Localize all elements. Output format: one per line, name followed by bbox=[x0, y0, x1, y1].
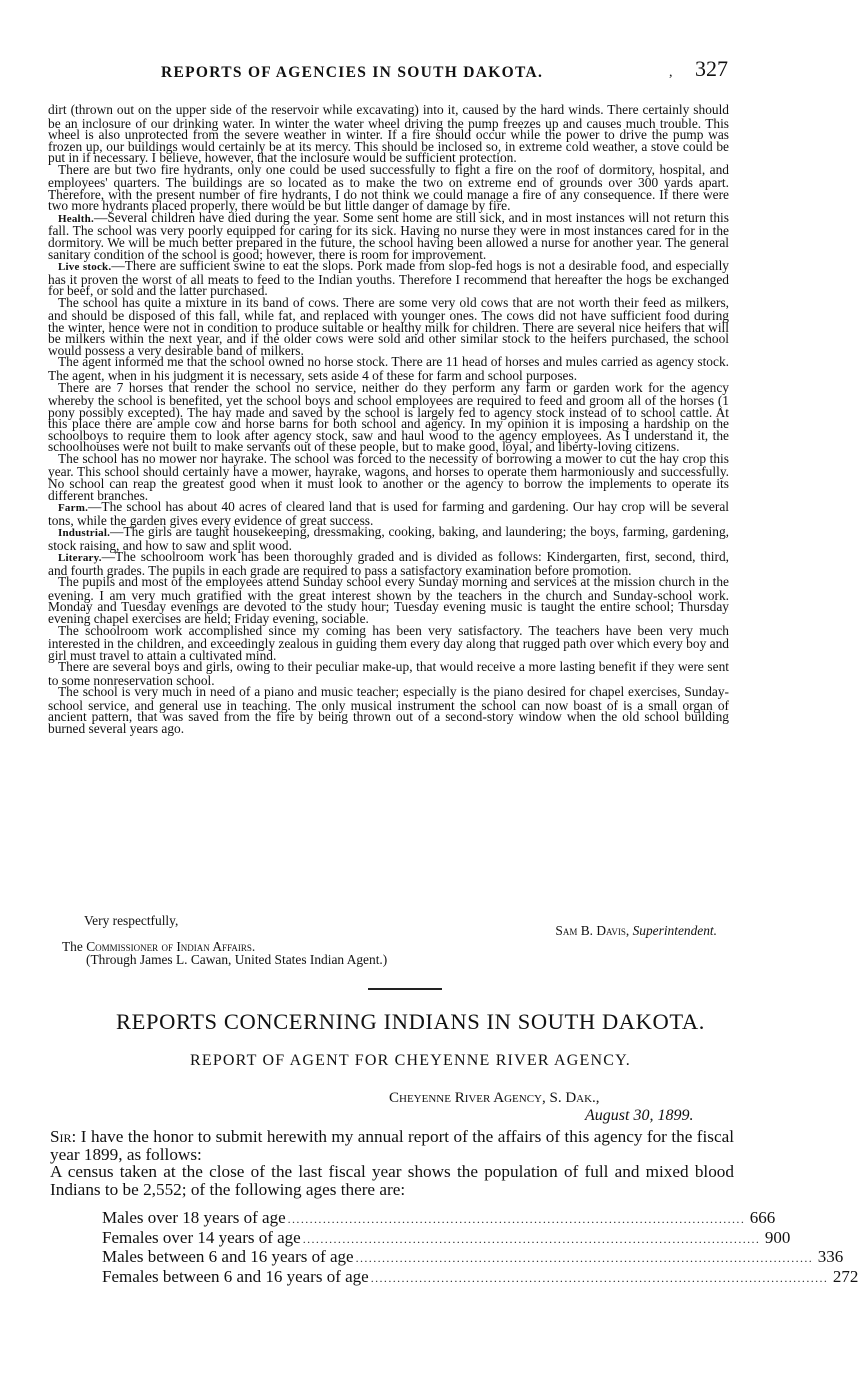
table-row bbox=[102, 1247, 844, 1268]
page-number: 327 bbox=[695, 56, 728, 81]
section-heading: REPORTS CONCERNING INDIANS IN SOUTH DAKOTA. bbox=[116, 1009, 705, 1034]
section-divider bbox=[368, 988, 442, 990]
paragraph: There are but two fire hydrants, only one could be used successfully to fight a fire on the roof of dormitory, hospital, and employees' quarters. The buildings are so located as to make the two on extreme end of grounds over 300 yards apart. Therefore, with the present number of fire hydrants, I do not think we could manage a fire of any consequence. If there were two more hydrants placed properly, there would be but little danger of damage by fire. bbox=[48, 161, 729, 214]
header-title: REPORTS OF AGENCIES IN SOUTH DAKOTA. bbox=[161, 64, 544, 81]
row-value: 666 bbox=[749, 1208, 776, 1227]
table-row bbox=[102, 1227, 791, 1249]
leader-dots: ........................................................................................................ bbox=[355, 1251, 814, 1266]
closing-phrase: Very respectfully, bbox=[84, 913, 179, 928]
paragraph-farm: Farm.—The school has about 40 acres of cleared land that is used for farming and gardening. Our hay crop will be several tons, while the garden gives every evidence of great success. bbox=[48, 499, 729, 528]
dateline-date: August 30, 1899. bbox=[585, 1107, 694, 1124]
report-subheading: REPORT OF AGENT FOR CHEYENNE RIVER AGENCY. bbox=[189, 1052, 632, 1069]
running-header bbox=[48, 56, 728, 86]
census-paragraph: A census taken at the close of the last fiscal year shows the population of full and mixed blood Indians to be 2,552; of the following ages there are: bbox=[50, 1162, 734, 1199]
paragraph-health: Health.—Several children have died during the year. Some sent home are still sick, and in most instances will not return this fall. The school was very poorly equipped for caring for its sick. Having no nurse they were in most instances cared for in the dormitory. We will be much better prepared in the future, the school having been allowed a nurse for another year. The general sanitary condition of the school is good; however, there is room for improvement. bbox=[48, 209, 729, 262]
table-row bbox=[102, 1208, 776, 1229]
leader-dots: ........................................................................................................ bbox=[370, 1271, 829, 1286]
header-mark: , bbox=[669, 65, 673, 80]
paragraph: There are several boys and girls, owing to their peculiar make-up, that would receive a more lasting benefit if they were sent to some nonreservation school. bbox=[48, 659, 729, 688]
row-label: Females between 6 and 16 years of age bbox=[102, 1267, 369, 1287]
row-label: Females over 14 years of age bbox=[102, 1227, 301, 1247]
paragraph: The school is very much in need of a piano and music teacher; especially is the piano desired for chapel exercises, Sunday-school service, and general use in teaching. The only musical instrument the school can now boast of is a small organ of ancient pattern, that was saved from the fire by being thrown out of a second-story window when the old school building burned several years ago. bbox=[48, 684, 729, 736]
paragraph: dirt (thrown out on the upper side of the reservoir while excavating) into it, caused by the hard winds. There certainly should be an inclosure of our drinking water. In winter the water wheel driving the pump freezes up and causes much trouble. This wheel is also unprotected from the severe weather in winter. If a fire should occur while the power to drive the pump was frozen up, our buildings would certainly be at its mercy. This should be inclosed so, in extreme cold weather, a stove could be put in if necessary. I believe, however, that the inclosure would be sufficient protection. bbox=[48, 102, 729, 166]
paragraph: The school has no mower nor hayrake. The school was forced to the necessity of borrowing a mower to cut the hay crop this year. This school should certainly have a mower, hayrake, wagons, and horses to operate them harmoniously and successfully. No school can reap the greatest good when it must look to another or the agency to borrow the implements to operate its different branches. bbox=[48, 450, 729, 503]
paragraph: The agent informed me that the school owned no horse stock. There are 11 head of horses and mules carried as agency stock. The agent, when in his judgment it is necessary, sets aside 4 of these for farm and school purposes. bbox=[48, 354, 729, 384]
opening-paragraph: Sir: I have the honor to submit herewith my annual report of the affairs of this agency for the fiscal year 1899, as follows: bbox=[50, 1127, 734, 1164]
census-table bbox=[102, 1208, 858, 1288]
row-label: Males over 18 years of age bbox=[102, 1208, 286, 1227]
dateline bbox=[389, 1090, 693, 1124]
row-value: 900 bbox=[764, 1227, 791, 1247]
row-value: 336 bbox=[817, 1247, 844, 1267]
paragraph: There are 7 horses that render the school no service, neither do they perform any farm or garden work for the agency whereby the school is benefited, yet the school boys and school employees are required to feed and groom all of the horses (1 pony possibly excepted). The hay made and saved by the school is largely fed to agency stock instead of to school cattle. At this place there are ample cow and horse barns for both school and agency. In my opinion it is imposing a hardship on the schoolboys to require them to look after agency stock, saw and haul wood to the agency employees. As I understand it, the schoolhouses were not built to make servants out of these people, but to make good, loyal, and liberty-loving citizens. bbox=[48, 379, 729, 455]
agent-report-body bbox=[48, 1128, 734, 1198]
leader-dots: ........................................................................................................ bbox=[287, 1212, 746, 1226]
leader-dots: ........................................................................................................ bbox=[302, 1231, 761, 1246]
school-report-body bbox=[48, 104, 729, 734]
paragraph: The school has quite a mixture in its band of cows. There are some very old cows that are not worth their feed as milkers, and should be disposed of this fall, while fat, and replaced with younger ones. The cows did not have sufficient food during the winter, hence were not in condition to produce suitable or healthy milk for children. There are several nice heifers that will be milkers within the next year, and if the older cows were sold and other similar stock to the heifers purchased, the school would possess a very desirable band of milkers. bbox=[48, 294, 729, 358]
addressee: The Commissioner of Indian Affairs. bbox=[62, 939, 256, 954]
table-row bbox=[102, 1267, 858, 1288]
row-label: Males between 6 and 16 years of age bbox=[102, 1247, 354, 1267]
paragraph-live-stock: Live stock.—There are sufficient swine to eat the slops. Pork made from slop-fed hogs is not a desirable food, and especially has it proven the worst of all meats to feed to the Indian youths. Therefore I recommend that hereafter the hogs be exchanged for beef, or sold and the latter purchased. bbox=[48, 258, 729, 299]
addressee-block bbox=[62, 940, 387, 966]
row-value: 272 bbox=[832, 1267, 858, 1287]
through-line: (Through James L. Cawan, United States Indian Agent.) bbox=[86, 952, 388, 967]
signature: Sam B. Davis, Superintendent. bbox=[555, 923, 717, 938]
dateline-place: Cheyenne River Agency, S. Dak., bbox=[389, 1090, 600, 1106]
paragraph-industrial: Industrial.—The girls are taught housekeeping, dressmaking, cooking, baking, and laundering; the boys, farming, gardening, stock raising, and how to saw and split wood. bbox=[48, 524, 729, 553]
paragraph: The schoolroom work accomplished since my coming has been very satisfactory. The teachers have been very much interested in the children, and exceedingly zealous in guiding them every day along that rugged path over which every boy and girl must travel to attain a cultivated mind. bbox=[48, 622, 729, 663]
paragraph: The pupils and most of the employees attend Sunday school every Sunday morning and services at the mission church in the evening. I am very much gratified with the great interest shown by the teachers in the church and Sunday-school work. Monday and Tuesday evenings are devoted to the study hour; Tuesday evening music is taught the entire school; Thursday evening chapel exercises are held; Friday evening, sociable. bbox=[48, 574, 729, 626]
paragraph-literary: Literary.—The schoolroom work has been thoroughly graded and is divided as follows: Kindergarten, first, second, third, and fourth grades. The pupils in each grade are required to pass a satisfactory examination before promotion. bbox=[48, 549, 729, 578]
